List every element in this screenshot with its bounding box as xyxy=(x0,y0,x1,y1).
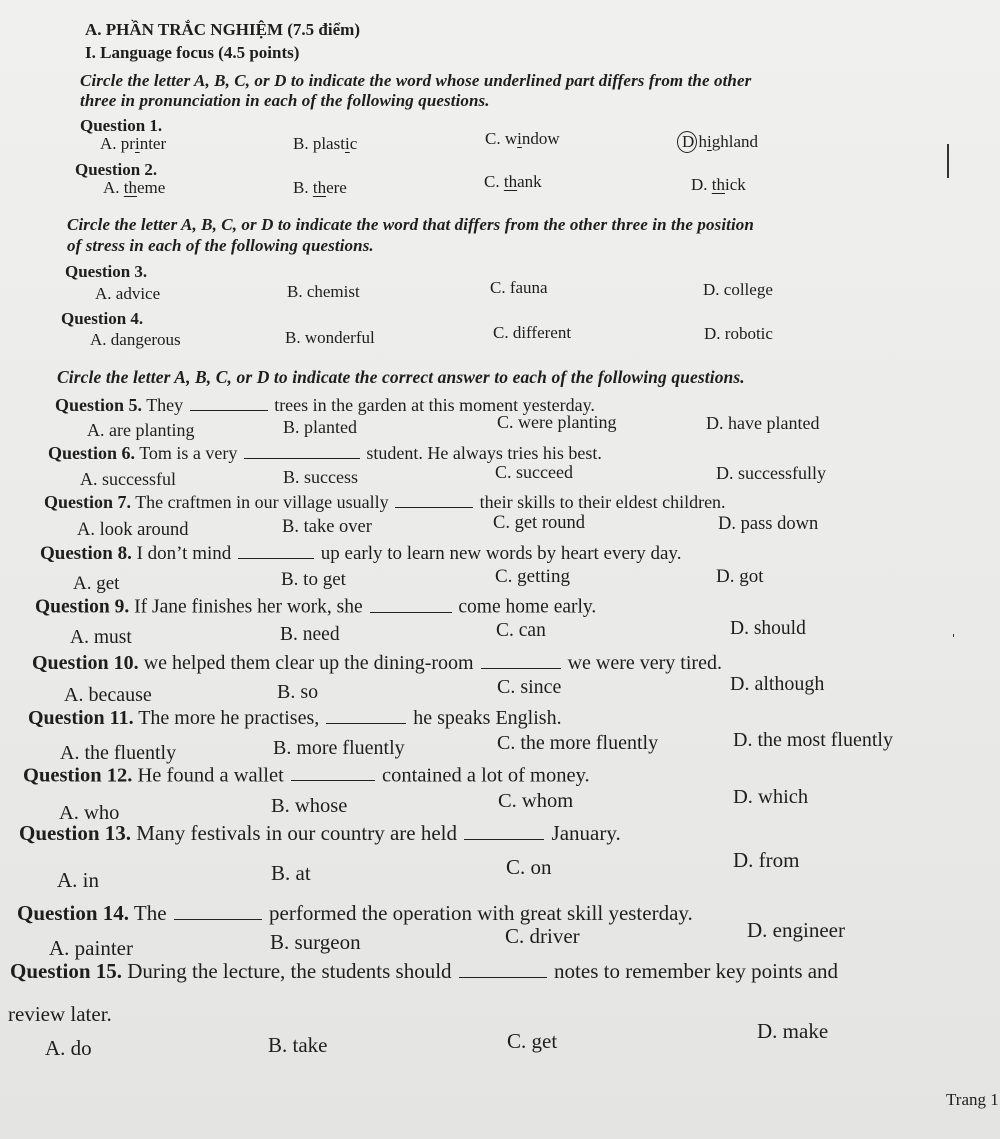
question-5-stem: Question 5. They trees in the garden at this moment yesterday. xyxy=(55,395,595,416)
section-title: A. PHẦN TRẮC NGHIỆM (7.5 điểm) xyxy=(85,20,360,39)
question-4-option-a[interactable]: A. dangerous xyxy=(90,330,181,349)
question-6-option-b[interactable]: B. success xyxy=(283,467,358,487)
question-3-option-b[interactable]: B. chemist xyxy=(287,282,360,301)
question-9-option-c[interactable]: C. can xyxy=(496,620,546,641)
question-10-option-c[interactable]: C. since xyxy=(497,676,562,698)
question-14-option-b[interactable]: B. surgeon xyxy=(270,930,361,954)
pen-dot xyxy=(953,634,954,637)
question-13-stem: Question 13. Many festivals in our country are held January. xyxy=(19,820,621,845)
question-8-stem: Question 8. I don’t mind up early to learn new words by heart every day. xyxy=(40,541,681,565)
question-14-stem: Question 14. The performed the operation with great skill yesterday. xyxy=(17,900,693,925)
question-3-option-d[interactable]: D. college xyxy=(703,280,773,299)
question-15-blank[interactable] xyxy=(459,958,547,978)
question-12-option-d[interactable]: D. which xyxy=(733,786,809,808)
question-8-blank[interactable] xyxy=(238,541,314,559)
question-11-option-a[interactable]: A. the fluently xyxy=(60,742,177,764)
question-8-option-c[interactable]: C. getting xyxy=(495,566,570,587)
question-2-option-a[interactable]: A. theme xyxy=(103,178,166,197)
question-7-blank[interactable] xyxy=(395,491,473,508)
question-8-option-a[interactable]: A. get xyxy=(73,573,120,594)
question-9-stem: Question 9. If Jane finishes her work, she come home early. xyxy=(35,594,596,619)
question-13-option-b[interactable]: B. at xyxy=(271,861,311,885)
question-14-option-c[interactable]: C. driver xyxy=(505,924,580,948)
question-6-option-c[interactable]: C. succeed xyxy=(495,462,573,482)
question-9-blank[interactable] xyxy=(370,594,452,613)
instruction-pronunciation-line1: Circle the letter A, B, C, or D to indicate the word whose underlined part differs from the other xyxy=(80,71,752,90)
part-title: I. Language focus (4.5 points) xyxy=(85,43,300,62)
question-9-option-b[interactable]: B. need xyxy=(280,624,340,645)
question-5-option-a[interactable]: A. are planting xyxy=(87,420,195,440)
question-11-blank[interactable] xyxy=(326,705,406,724)
question-6-option-a[interactable]: A. successful xyxy=(80,469,176,489)
question-15-option-c[interactable]: C. get xyxy=(507,1029,558,1053)
question-7-option-b[interactable]: B. take over xyxy=(282,517,372,537)
question-3-option-a[interactable]: A. advice xyxy=(95,284,161,303)
question-5-option-b[interactable]: B. planted xyxy=(283,417,357,437)
question-1-option-b[interactable]: B. plastic xyxy=(293,134,358,153)
instruction-stress-line1: Circle the letter A, B, C, or D to indicate the word that differs from the other three in the position xyxy=(67,215,754,234)
question-7-option-c[interactable]: C. get round xyxy=(493,513,585,533)
question-5-blank[interactable] xyxy=(190,394,268,411)
question-10-option-a[interactable]: A. because xyxy=(64,684,152,706)
question-8-option-d[interactable]: D. got xyxy=(716,566,764,587)
question-14-option-a[interactable]: A. painter xyxy=(49,936,133,960)
question-3-option-c[interactable]: C. fauna xyxy=(490,278,548,297)
page-number: Trang 1 xyxy=(946,1090,999,1109)
question-1-option-d[interactable]: D highland xyxy=(682,132,759,151)
question-11-option-d[interactable]: D. the most fluently xyxy=(733,729,893,751)
instruction-pronunciation-line2: three in pronunciation in each of the following questions. xyxy=(80,91,490,110)
question-11-option-b[interactable]: B. more fluently xyxy=(273,737,405,759)
question-1-label: Question 1. xyxy=(80,116,163,135)
question-7-option-d[interactable]: D. pass down xyxy=(718,514,819,534)
question-4-option-d[interactable]: D. robotic xyxy=(704,324,773,343)
question-13-blank[interactable] xyxy=(464,820,544,840)
question-13-option-c[interactable]: C. on xyxy=(506,855,552,879)
question-3-label: Question 3. xyxy=(65,262,148,281)
question-6-option-d[interactable]: D. successfully xyxy=(716,463,826,483)
question-2-option-d[interactable]: D. thick xyxy=(691,175,746,194)
question-1-option-a[interactable]: A. printer xyxy=(100,134,167,153)
question-7-stem: Question 7. The craftmen in our village usually their skills to their eldest children. xyxy=(44,492,726,513)
question-4-label: Question 4. xyxy=(61,309,144,328)
question-10-option-b[interactable]: B. so xyxy=(277,681,319,703)
question-5-option-c[interactable]: C. were planting xyxy=(497,412,617,432)
question-10-stem: Question 10. we helped them clear up the dining-room we were very tired. xyxy=(32,652,722,674)
question-4-option-b[interactable]: B. wonderful xyxy=(285,328,375,347)
pen-mark xyxy=(947,144,949,178)
instruction-correct-answer: Circle the letter A, B, C, or D to indicate the correct answer to each of the following questions. xyxy=(57,367,745,387)
question-2-option-c[interactable]: C. thank xyxy=(484,172,542,191)
question-9-option-d[interactable]: D. should xyxy=(730,618,806,639)
question-13-option-a[interactable]: A. in xyxy=(57,868,99,892)
question-12-option-c[interactable]: C. whom xyxy=(498,790,574,812)
question-8-option-b[interactable]: B. to get xyxy=(281,569,346,590)
question-5-option-d[interactable]: D. have planted xyxy=(706,413,820,433)
question-10-blank[interactable] xyxy=(481,650,561,669)
question-1-option-c[interactable]: C. window xyxy=(485,129,560,148)
question-15-stem-continued: review later. xyxy=(8,1002,112,1026)
question-14-option-d[interactable]: D. engineer xyxy=(747,918,845,942)
question-12-option-b[interactable]: B. whose xyxy=(271,795,348,817)
question-12-stem: Question 12. He found a wallet contained a lot of money. xyxy=(23,762,590,787)
question-15-option-d[interactable]: D. make xyxy=(757,1019,829,1043)
question-2-label: Question 2. xyxy=(75,160,158,179)
question-6-blank[interactable] xyxy=(244,442,360,459)
question-11-option-c[interactable]: C. the more fluently xyxy=(497,732,659,754)
question-15-stem: Question 15. During the lecture, the students should notes to remember key points and xyxy=(10,958,839,983)
question-13-option-d[interactable]: D. from xyxy=(733,848,800,872)
question-7-option-a[interactable]: A. look around xyxy=(77,520,189,540)
question-4-option-c[interactable]: C. different xyxy=(493,323,572,342)
question-9-option-a[interactable]: A. must xyxy=(70,627,132,648)
question-15-option-b[interactable]: B. take xyxy=(268,1033,328,1057)
question-10-option-d[interactable]: D. although xyxy=(730,673,825,695)
question-15-option-a[interactable]: A. do xyxy=(45,1036,92,1060)
instruction-stress-line2: of stress in each of the following questions. xyxy=(67,236,374,255)
question-14-blank[interactable] xyxy=(174,900,262,920)
question-2-option-b[interactable]: B. there xyxy=(293,178,347,197)
question-12-blank[interactable] xyxy=(291,762,375,781)
question-12-option-a[interactable]: A. who xyxy=(59,802,120,824)
question-11-stem: Question 11. The more he practises, he speaks English. xyxy=(28,707,562,729)
question-6-stem: Question 6. Tom is a very student. He always tries his best. xyxy=(48,443,602,464)
